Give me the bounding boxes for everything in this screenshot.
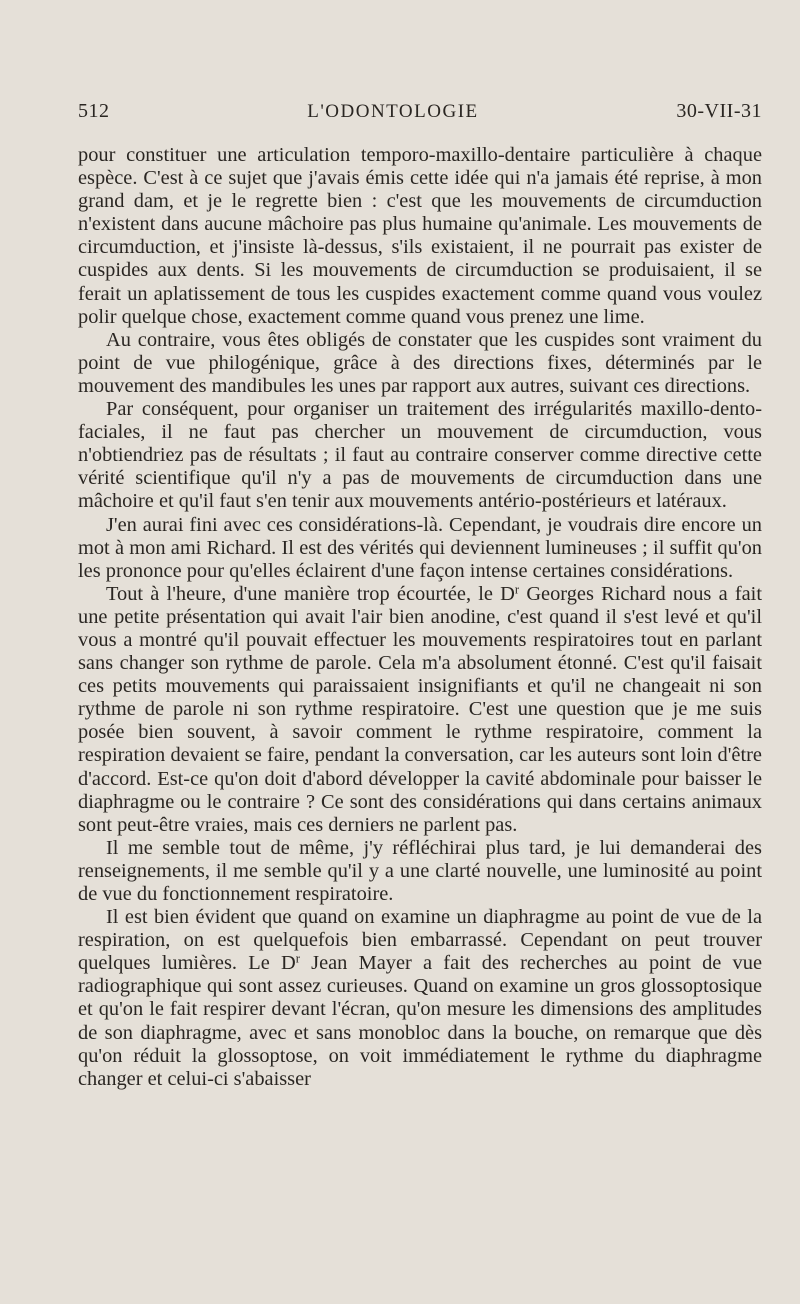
- text-segment: Jean Mayer a fait des recherches au point de vue radiographique qui sont assez curieuses. Quand on examine un gros glossoptosique et qu'on le fait respirer devant l'écran, qu'on mesure les dimensions des amplitudes de son diaphragme, avec et sans monobloc dans la bouche, on remarque que dès qu'on réduit la glossoptose, on voit immédiatement le rythme du diaphragme changer et celui-ci s'abaisser: [78, 952, 762, 1090]
- journal-title: L'ODONTOLOGIE: [307, 101, 479, 122]
- text-segment: Il est bien évident que quand on examine un diaphragme au point de vue de la respiration, on est quelquefois bien embarrassé. Cependant on peut trouver quelques lumières. Le D: [78, 906, 762, 975]
- paragraph: [78, 398, 762, 513]
- superscript: r: [295, 951, 300, 966]
- body-text: [78, 144, 762, 1091]
- paragraph: [78, 514, 762, 583]
- page-number: 512: [78, 100, 110, 122]
- text-segment: Au contraire, vous êtes obligés de constater que les cuspides sont vraiment du point de vue philogénique, grâce à des directions fixes, déterminés par le mouvement des mandibules les unes par rapport aux autres, suivant ces directions.: [78, 328, 762, 397]
- issue-date: 30-VII-31: [676, 100, 762, 122]
- text-segment: Georges Richard nous a fait une petite présentation qui avait l'air bien anodine, c'est quand il s'est levé et qu'il vous a montré qu'il pouvait effectuer les mouvements respiratoires tout en parlant sans changer son rythme de parole. Cela m'a absolument étonné. C'est qu'il faisait ces petits mouvements qui paraissaient insignifiants et qu'il ne changeait ni son rythme de parole ni son rythme respiratoire. C'est une question que je me suis posée bien souvent, à savoir comment le rythme respiratoire, comment la respiration devaient se faire, pendant la conversation, car les auteurs sont loin d'être d'accord. Est-ce qu'on doit d'abord développer la cavité abdominale pour baisser le diaphragme ou le contraire ? Ce sont des considérations qui dans certains animaux sont peut-être vraies, mais ces derniers ne parlent pas.: [78, 582, 762, 836]
- paragraph: [78, 837, 762, 906]
- text-segment: J'en aurai fini avec ces considérations-là. Cependant, je voudrais dire encore un mot à mon ami Richard. Il est des vérités qui deviennent lumineuses ; il suffit qu'on les prononce pour qu'elles éclairent d'une façon intense certaines considérations.: [78, 513, 762, 582]
- text-segment: Par conséquent, pour organiser un traitement des irrégularités maxillo-dento-faciales, il ne faut pas chercher un mouvement de circumduction, vous n'obtiendriez pas de résultats ; il faut au contraire conserver comme directive cette vérité scientifique qu'il n'y a pas de mouvements de circumduction dans une mâchoire et qu'il faut s'en tenir aux mouvements antério-postérieurs et latéraux.: [78, 398, 762, 513]
- paragraph: [78, 329, 762, 398]
- text-segment: pour constituer une articulation temporo-maxillo-dentaire particulière à chaque espèce. C'est à ce sujet que j'avais émis cette idée qui n'a jamais été reprise, à mon grand dam, et je le regrette bien : c'est que les mouvements de circumduction n'existent dans aucune mâchoire pas plus humaine qu'animale. Les mouvements de circumduction, et j'insiste là-dessus, s'ils existaient, il ne pourrait pas exister de cuspides aux dents. Si les mouvements de circumduction se produisaient, il se ferait un aplatissement de tous les cuspides exactement comme quand vous voulez polir quelque chose, exactement comme quand vous prenez une lime.: [78, 144, 762, 328]
- paragraph: [78, 583, 762, 837]
- paragraph: [78, 144, 762, 329]
- running-header: [78, 100, 762, 134]
- superscript: r: [514, 582, 520, 597]
- text-segment: Il me semble tout de même, j'y réfléchirai plus tard, je lui demanderai des renseignements, il me semble qu'il y a une clarté nouvelle, une luminosité au point de vue du fonctionnement respiratoire.: [78, 836, 762, 905]
- text-segment: Tout à l'heure, d'une manière trop écourtée, le D: [106, 582, 515, 605]
- paragraph: [78, 906, 762, 1091]
